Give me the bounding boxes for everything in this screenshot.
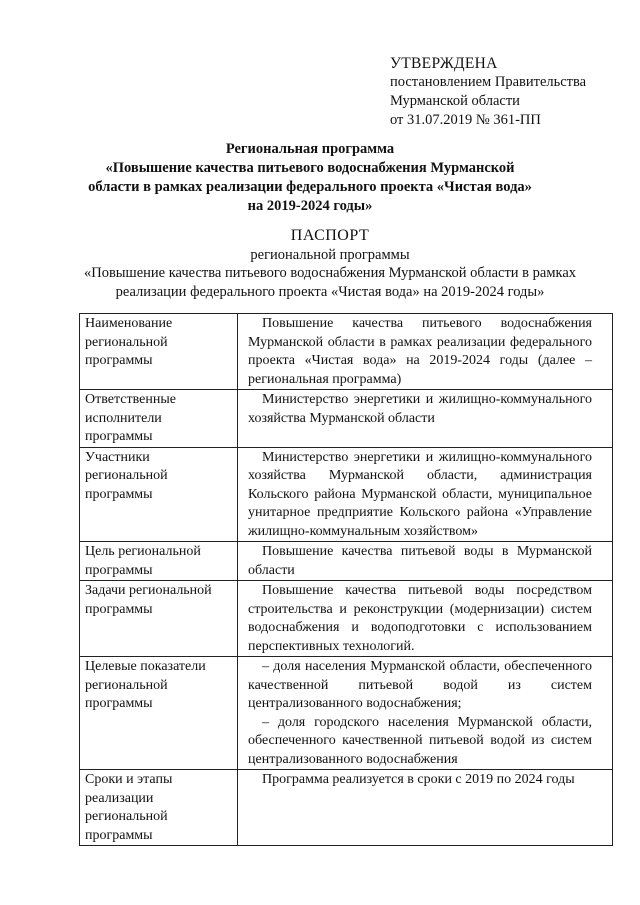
- approval-date-number: от 31.07.2019 № 361-ПП: [390, 112, 541, 128]
- table-row: [80, 770, 613, 846]
- row-value: [238, 657, 613, 770]
- row-value-paragraph: – доля городского населения Мурманской области, обеспеченного качественной питьевой водой из систем централизованного водоснабжения: [248, 714, 592, 767]
- table-row: [80, 581, 613, 657]
- row-value: [238, 390, 613, 448]
- table-row: [80, 542, 613, 581]
- row-value-paragraph: Повышение качества питьевой воды в Мурманской области: [248, 544, 592, 578]
- passport-subheading: региональной программы: [250, 246, 410, 263]
- row-label: Наименование региональной программы: [80, 314, 238, 390]
- table-row: [80, 390, 613, 448]
- row-label: Участники региональной программы: [80, 447, 238, 542]
- approval-line-3: Мурманской области: [390, 93, 520, 109]
- passport-table-body: [80, 314, 613, 846]
- row-value: [238, 542, 613, 581]
- table-row: [80, 657, 613, 770]
- row-value: [238, 581, 613, 657]
- row-value: [238, 314, 613, 390]
- program-title-block: [80, 140, 540, 216]
- approval-stamp: УТВЕРЖДЕНА: [390, 55, 498, 72]
- row-label: Целевые показатели региональной программы: [80, 657, 238, 770]
- approval-block: [390, 54, 586, 130]
- row-value-paragraph: Министерство энергетики и жилищно-коммунального хозяйства Мурманской области: [248, 392, 592, 426]
- program-title: «Повышение качества питьевого водоснабжения Мурманской области в рамках реализации федерального проекта «Чистая вода» на 2019-2024 годы»: [88, 160, 532, 214]
- row-value-paragraph: Программа реализуется в сроки с 2019 по 2024 годы: [262, 772, 575, 787]
- passport-heading: ПАСПОРТ: [290, 227, 370, 244]
- table-row: [80, 314, 613, 390]
- approval-line-2: постановлением Правительства: [390, 74, 587, 90]
- passport-block: [60, 227, 600, 301]
- row-label: Сроки и этапы реализации региональной программы: [80, 770, 238, 846]
- row-value-paragraph: – доля населения Мурманской области, обеспеченного качественной питьевой водой из систем централизованного водоснабжения;: [248, 659, 592, 711]
- passport-table: [79, 313, 613, 846]
- row-label: Цель региональной программы: [80, 542, 238, 581]
- table-row: [80, 447, 613, 542]
- row-value: [238, 447, 613, 542]
- row-label: Задачи региональной программы: [80, 581, 238, 657]
- row-value-paragraph: Министерство энергетики и жилищно-коммунального хозяйства Мурманской области, администрация Кольского района Мурманской области, муниципальное унитарное предприятие Кольского района «Управление жилищно-коммунальным хозяйством»: [248, 449, 592, 539]
- row-value-paragraph: Повышение качества питьевой воды посредством строительства и реконструкции (модернизации) систем водоснабжения и водоподготовки с использованием перспективных технологий.: [248, 583, 592, 654]
- row-label: Ответственные исполнители программы: [80, 390, 238, 448]
- program-heading: Региональная программа: [225, 141, 395, 157]
- row-value-paragraph: Повышение качества питьевого водоснабжения Мурманской области в рамках реализации федерального проекта «Чистая вода» на 2019-2024 годы (далее – региональная программа): [248, 316, 592, 387]
- row-value: [238, 770, 613, 846]
- passport-title: «Повышение качества питьевого водоснабжения Мурманской области в рамках реализации федерального проекта «Чистая вода» на 2019-2024 годы»: [83, 265, 577, 300]
